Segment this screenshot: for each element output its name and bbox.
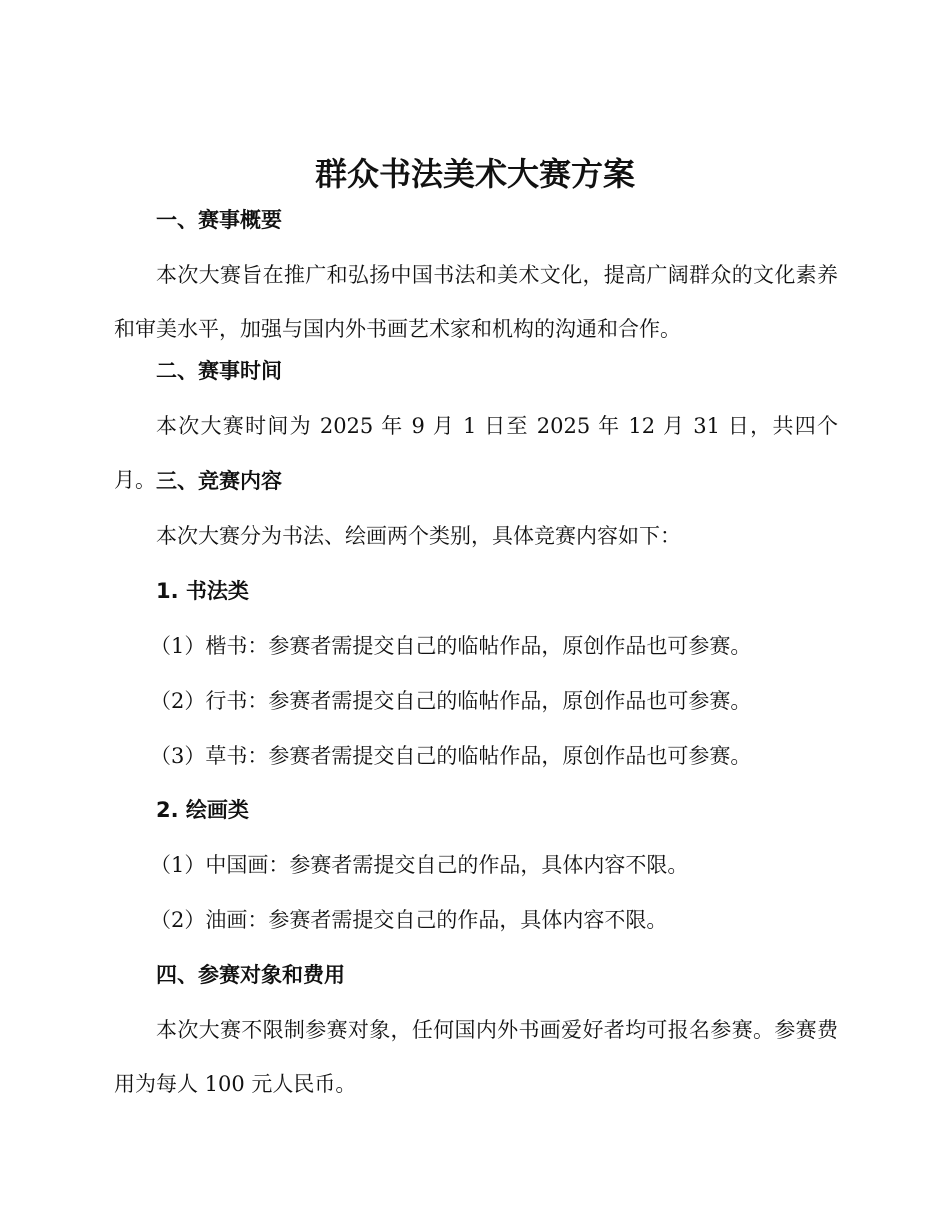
subsection-heading-painting: 2. 绘画类 bbox=[156, 798, 249, 822]
document-title: 群众书法美术大赛方案 bbox=[314, 155, 635, 193]
section-paragraph-overview: 本次大赛旨在推广和弘扬中国书法和美术文化，提高广阔群众的文化素养和审美水平，加强与国内外书画艺术家和机构的沟通和合作。 bbox=[114, 263, 838, 341]
subsection-heading-calligraphy: 1. 书法类 bbox=[156, 579, 249, 603]
section-heading-schedule: 二、赛事时间 bbox=[156, 359, 282, 383]
list-item-calligraphy-xingshu: （2）行书：参赛者需提交自己的临帖作品，原创作品也可参赛。 bbox=[150, 689, 752, 713]
section-paragraph-participants: 本次大赛不限制参赛对象，任何国内外书画爱好者均可报名参赛。参赛费用为每人 100 元人民币。 bbox=[114, 1018, 838, 1096]
list-item-painting-oil: （2）油画：参赛者需提交自己的作品，具体内容不限。 bbox=[150, 908, 668, 932]
section-heading-content: 三、竞赛内容 bbox=[156, 469, 282, 493]
list-item-painting-chinese: （1）中国画：参赛者需提交自己的作品，具体内容不限。 bbox=[150, 853, 689, 877]
list-item-calligraphy-kaishu: （1）楷书：参赛者需提交自己的临帖作品，原创作品也可参赛。 bbox=[150, 634, 752, 658]
section-heading-overview: 一、赛事概要 bbox=[156, 208, 282, 232]
section-heading-participants: 四、参赛对象和费用 bbox=[156, 963, 345, 987]
section-paragraph-content: 本次大赛分为书法、绘画两个类别，具体竞赛内容如下： bbox=[156, 524, 681, 548]
section-paragraph-schedule: 本次大赛时间为 2025 年 9 月 1 日至 2025 年 12 月 31 日，共四个月。 bbox=[114, 414, 838, 492]
list-item-calligraphy-caoshu: （3）草书：参赛者需提交自己的临帖作品，原创作品也可参赛。 bbox=[150, 744, 752, 768]
